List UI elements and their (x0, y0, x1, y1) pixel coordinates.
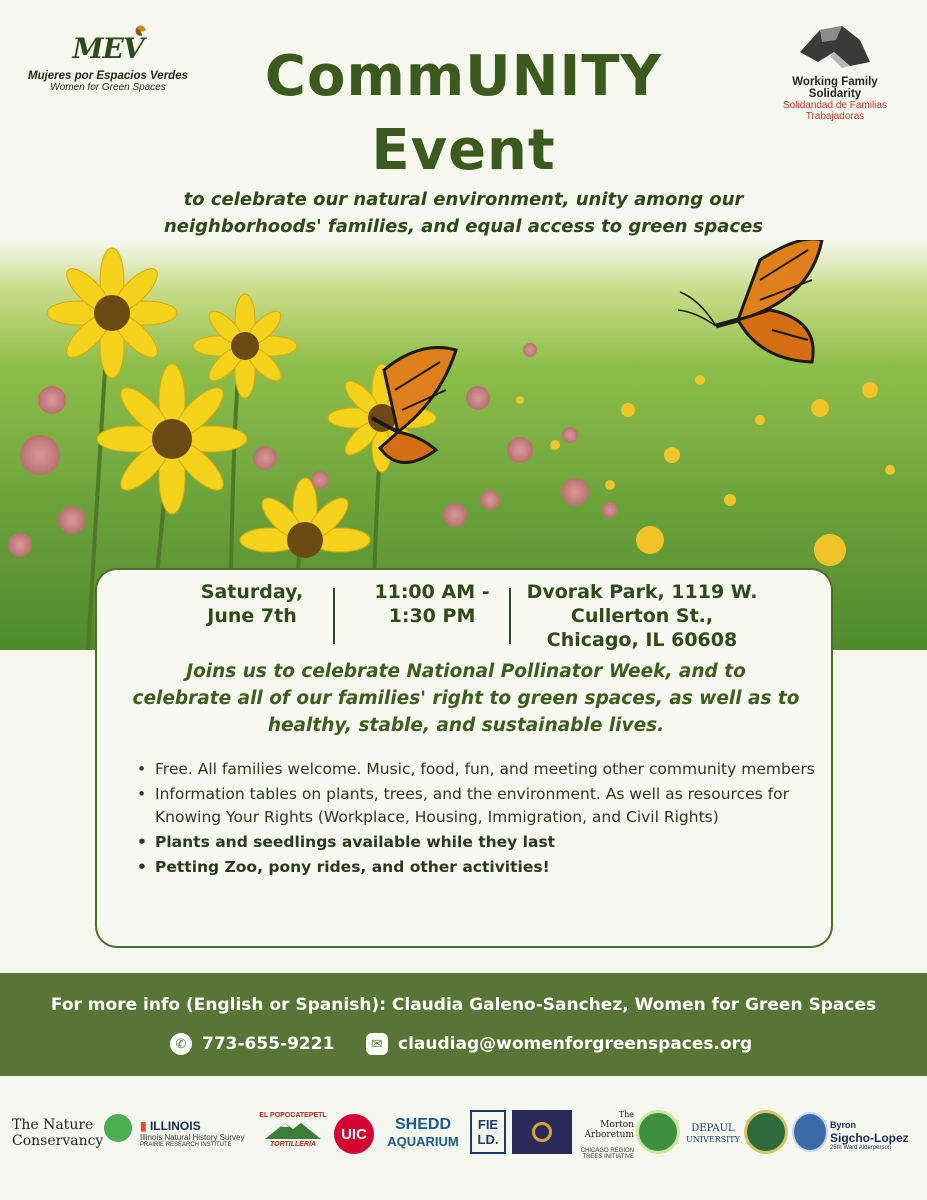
mail-icon: ✉ (366, 1033, 388, 1055)
crti-line1: CHICAGO REGION (580, 1148, 634, 1154)
field-line1: FIE (477, 1117, 499, 1132)
date-line2: June 7th (207, 605, 297, 627)
email-address[interactable]: claudiag@womenforgreenspaces.org (398, 1034, 753, 1054)
morton-line3: Arboretum (584, 1130, 634, 1140)
chicago-seal (792, 1112, 828, 1152)
shedd-aquarium-logo (380, 1110, 466, 1154)
shedd-line2: AQUARIUM (387, 1133, 459, 1149)
mev-mark: MEV (72, 32, 144, 65)
morton-line1: The (618, 1110, 634, 1119)
ward-label: 25th Ward Alderperson (830, 1144, 892, 1151)
field-line2: LD. (477, 1132, 499, 1147)
place-line1: Dvorak Park, 1119 W. (526, 581, 758, 603)
uic-logo (334, 1114, 374, 1154)
event-tagline (0, 186, 927, 240)
time-line1: 11:00 AM - (374, 581, 490, 603)
intro-line3: healthy, stable, and sustainable lives. (267, 715, 665, 736)
pollinator-week-highlight: National Pollinator Week (406, 661, 666, 682)
event-details-row (97, 580, 835, 651)
intro-text: Joins us to celebrate (186, 661, 407, 682)
morton-arboretum-logo (576, 1100, 634, 1170)
divider (509, 588, 511, 644)
wfs-name: Working Family Solidarity (792, 76, 878, 100)
sigcho-label: Sigcho-Lopez (830, 1130, 909, 1145)
wfs-subtitle: Solidandad de Familias Trabajadoras (783, 100, 887, 122)
tnc-line2: Conservancy (12, 1133, 104, 1149)
mev-name: Mujeres por Espacios Verdes (27, 70, 188, 82)
event-title-line1: CommUNITY (264, 44, 663, 109)
nature-conservancy-logo (12, 1108, 132, 1158)
mev-subtitle: Women for Green Spaces (50, 82, 166, 93)
uic-text: UIC (341, 1125, 367, 1143)
contact-band (0, 973, 927, 1076)
crti-line2: TREES INITIATIVE (582, 1154, 634, 1160)
pri-label: PRAIRIE RESEARCH INSTITUTE (140, 1141, 232, 1148)
intro-line1 (97, 658, 835, 685)
contact-line: For more info (English or Spanish): Claudia Galeno-Sanchez, Women for Green Spaces (50, 995, 877, 1015)
contact-email[interactable] (366, 1033, 752, 1055)
tagline-line1: to celebrate our natural environment, unity among our (183, 189, 744, 210)
list-item: • Plants and seedlings available while they last (137, 831, 817, 854)
event-date (167, 580, 337, 628)
tagline-line2: neighborhoods' families, and equal access to green spaces (163, 216, 764, 237)
list-item: • Petting Zoo, pony rides, and other activities! (137, 856, 817, 879)
depaul-line1: DEPAUL (691, 1123, 735, 1134)
illinois-text: ILLINOIS (149, 1118, 201, 1133)
list-item: • Information tables on plants, trees, and the environment. As well as resources for Knowing Your Rights (Workplace, Housing, Immigration, and Civil Rights) (137, 783, 817, 829)
contact-phone[interactable] (170, 1033, 334, 1055)
event-title-line2: Event (371, 118, 556, 183)
community-seal (744, 1110, 788, 1154)
event-details-card (95, 568, 833, 948)
event-time (347, 580, 517, 628)
illinois-label: ▮ ILLINOIS (140, 1118, 201, 1133)
event-intro (97, 658, 835, 739)
depaul-line2: UNIVERSITY (686, 1135, 740, 1144)
emblem-icon (532, 1122, 552, 1142)
morton-line2: Morton (600, 1120, 634, 1130)
intro-line2: celebrate all of our families' right to green spaces, as well as to (132, 688, 800, 709)
phone-icon: ✆ (170, 1033, 192, 1055)
phone-number[interactable]: 773-655-9221 (202, 1034, 335, 1054)
popocatepetl-logo (258, 1102, 328, 1158)
shedd-line1: SHEDD (394, 1115, 451, 1133)
field-museum-logo (470, 1110, 506, 1154)
popo-sub: TORTILLERIA (269, 1141, 317, 1148)
byron-label: Byron (830, 1119, 857, 1130)
sigcho-lopez-logo (830, 1110, 918, 1160)
tnc-line1: The Nature (12, 1117, 94, 1133)
place-line3: Chicago, IL 60608 (546, 629, 738, 651)
time-line2: 1:30 PM (388, 605, 476, 627)
intro-text: , and to (665, 661, 746, 682)
activities-list (137, 758, 817, 881)
partner-logos (0, 1088, 927, 1200)
natural-resources-seal (636, 1110, 680, 1154)
list-item: • Free. All families welcome. Music, food, fun, and meeting other community members (137, 758, 817, 781)
date-line1: Saturday, (200, 581, 304, 603)
place-line2: Cullerton St., (570, 605, 714, 627)
illinois-inhs-logo (140, 1108, 252, 1158)
depaul-logo (684, 1112, 742, 1156)
divider (333, 588, 335, 644)
popo-label: EL POPOCATEPETL (259, 1112, 327, 1119)
partner-emblem-logo (512, 1110, 572, 1154)
leaf-icon (104, 1114, 132, 1142)
inhs-label: Illinois Natural History Survey (140, 1132, 245, 1142)
event-location (517, 580, 767, 652)
mountain-icon (263, 1119, 323, 1141)
